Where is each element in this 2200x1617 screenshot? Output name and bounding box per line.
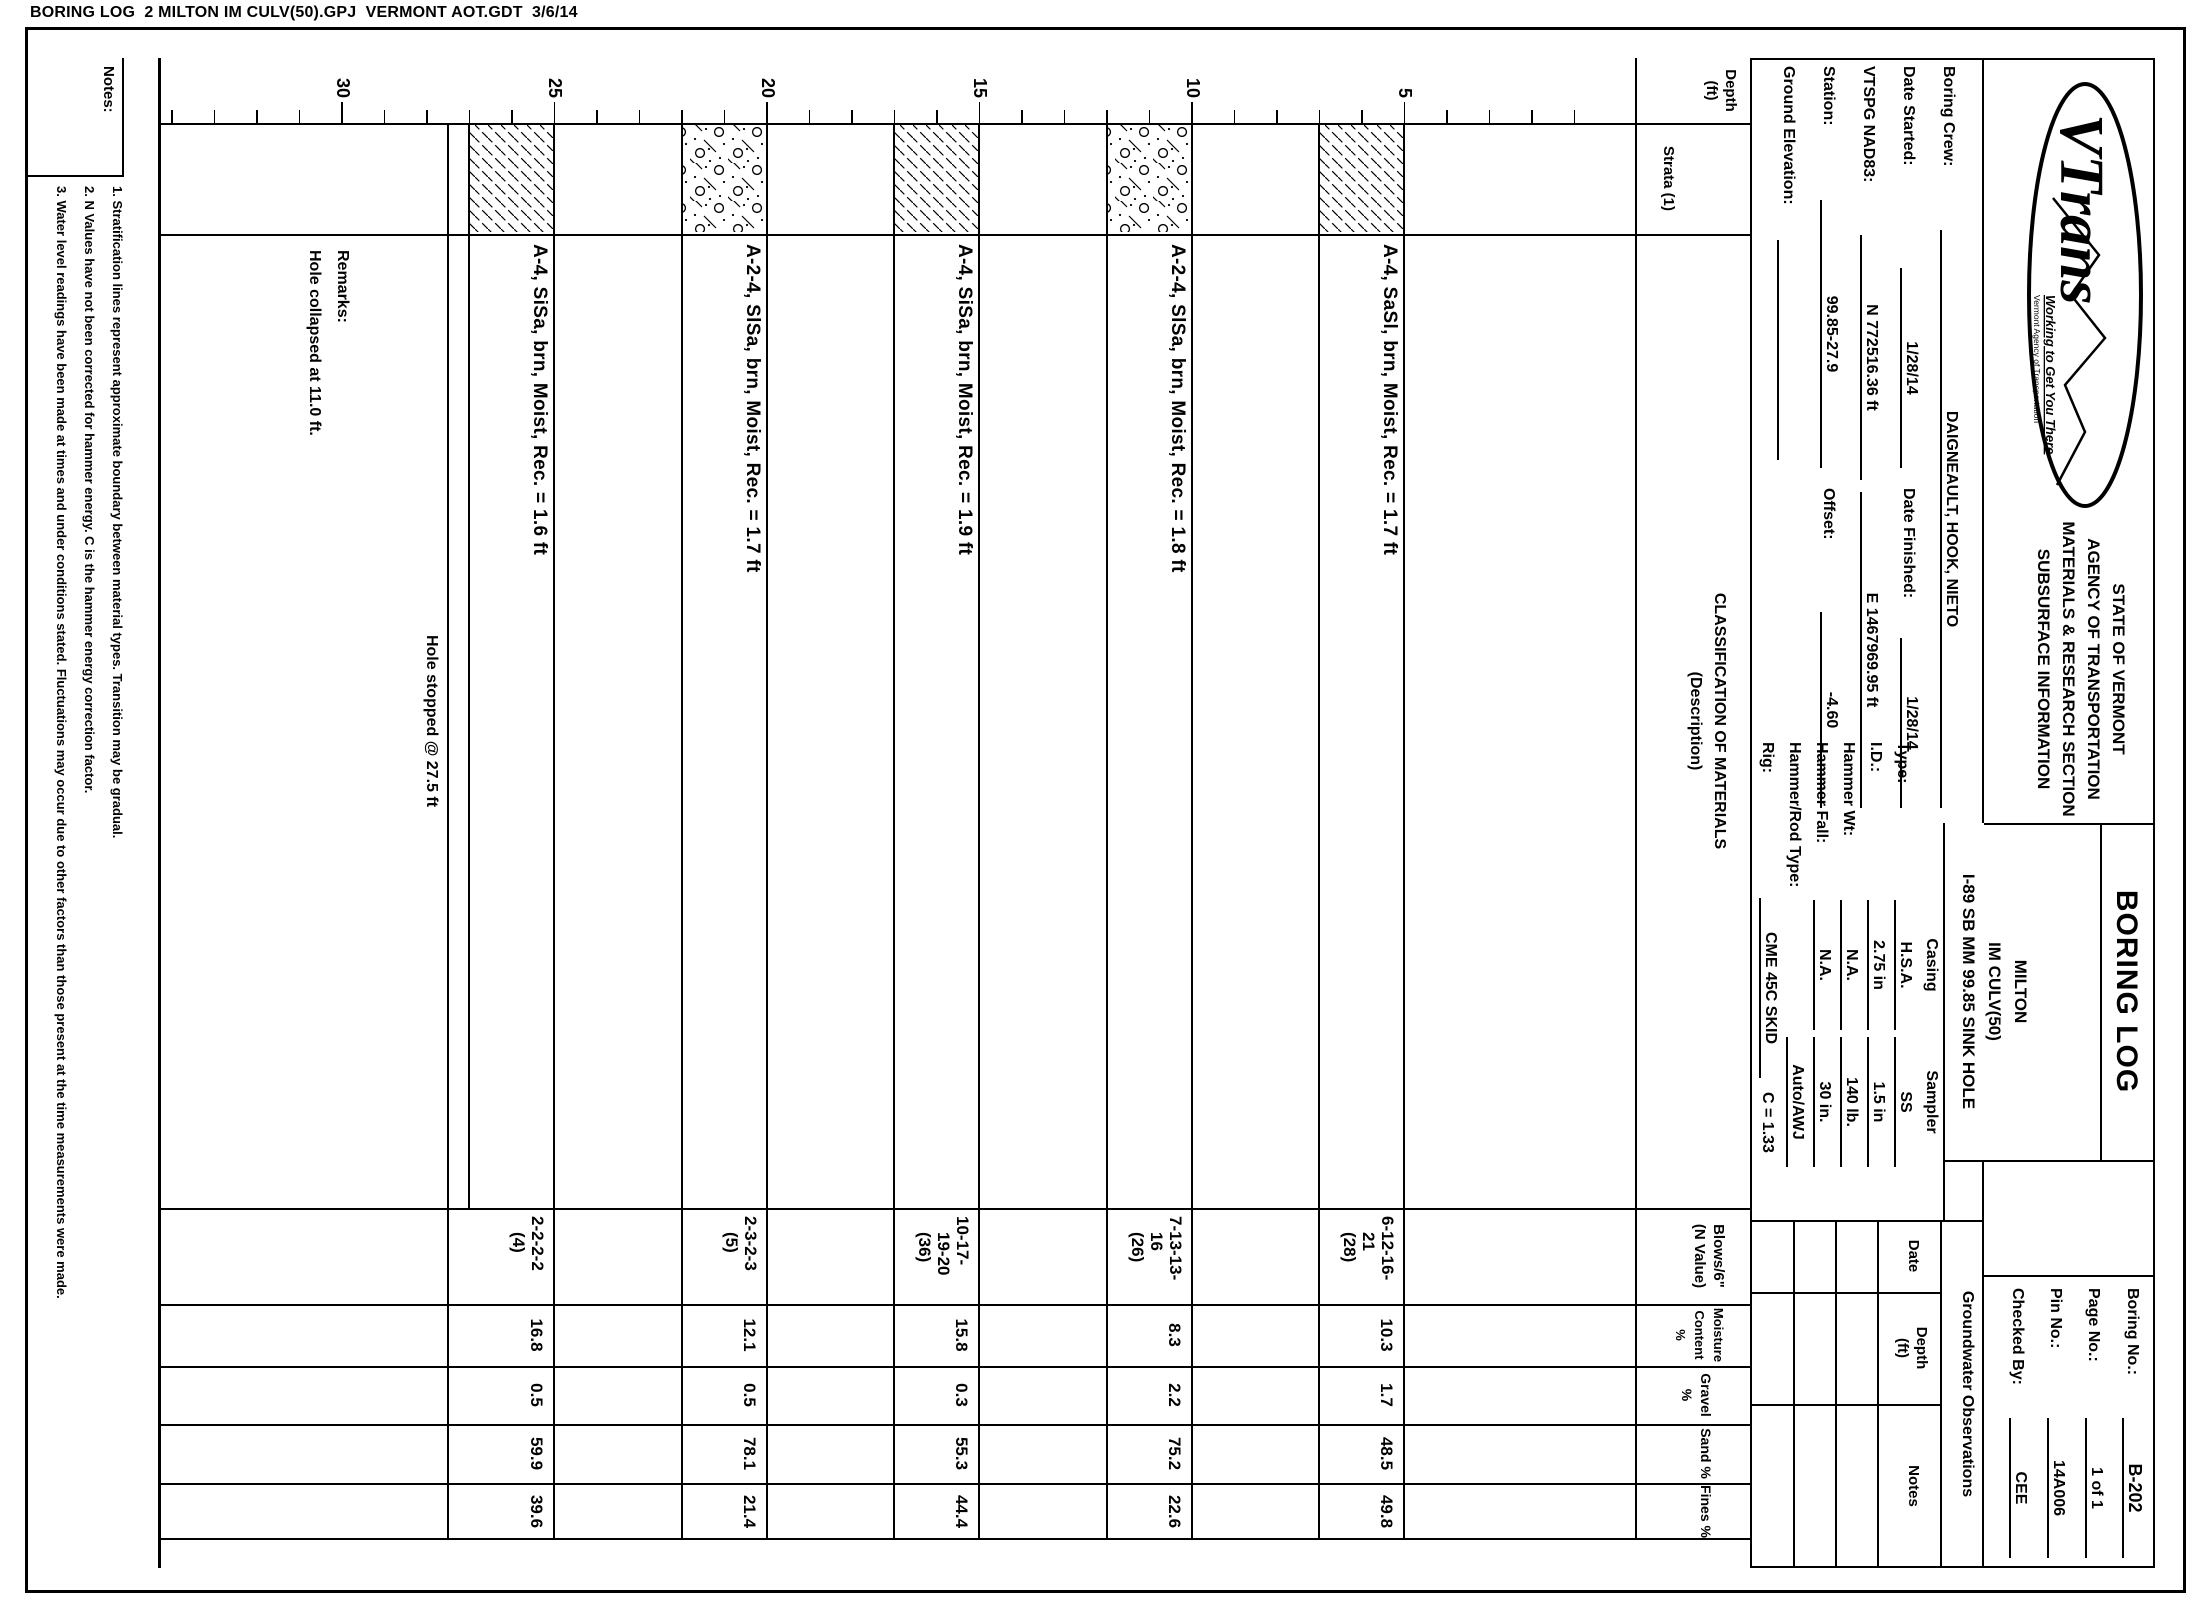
file-banner: BORING LOG 2 MILTON IM CULV(50).GPJ VERMONT AOT.GDT 3/6/14 xyxy=(30,4,578,21)
letterhead-line: STATE OF VERMONT xyxy=(2109,583,2128,755)
depth-label: 10 xyxy=(1183,77,1203,98)
cs-casing-value: 2.75 in xyxy=(1867,900,1887,1030)
depth-label: 5 xyxy=(1395,87,1416,98)
depth-minor-tick xyxy=(299,110,301,123)
col-header-depth: Depth (ft) xyxy=(1703,69,1739,112)
cs-casing-value: N.A. xyxy=(1840,900,1860,1030)
note-item-2: 2. N Values have not been corrected for hammer energy. C is the hammer energy correction factor. xyxy=(82,186,97,794)
remarks-label: Remarks: xyxy=(334,250,351,323)
sample-moisture: 8.3 xyxy=(1165,1323,1184,1347)
page-no-label: Page No.: xyxy=(2085,1288,2102,1362)
depth-major-tick xyxy=(766,102,768,123)
letterhead-line: AGENCY OF TRANSPORTATION xyxy=(2084,538,2103,800)
hole-stopped-text: Hole stopped @ 27.5 ft xyxy=(423,634,440,808)
gw-col-date: Date xyxy=(1905,1239,1922,1273)
col-header-classification: CLASSIFICATION OF MATERIALS (Description) xyxy=(1687,592,1728,850)
col-header-gravel: Gravel % xyxy=(1679,1373,1714,1417)
project-location: I-89 SB MM 99.85 SINK HOLE xyxy=(1959,873,1978,1110)
casing-col-header: Casing xyxy=(1923,938,1940,992)
depth-major-tick xyxy=(341,102,343,123)
strata-hatch xyxy=(683,125,766,232)
station-value: 99.85-27.9 xyxy=(1820,200,1840,468)
depth-minor-tick xyxy=(1319,110,1321,123)
sample-moisture: 10.3 xyxy=(1377,1318,1397,1352)
note-item-3: 3. Water level readings have been made at times and under conditions stated. Fluctuations may occur due to other factors than those present at the time measurements were made. xyxy=(54,186,69,1299)
notes-label: Notes: xyxy=(100,66,117,113)
sample-gravel: 0.5 xyxy=(740,1383,759,1407)
cs-rig-value: CME 45C SKID xyxy=(1759,898,1779,1078)
sample-sand: 75.2 xyxy=(1165,1436,1184,1471)
ground-elev-label: Ground Elevation: xyxy=(1780,66,1797,205)
cs-casing-value: H.S.A. xyxy=(1894,900,1914,1030)
form-title: BORING LOG xyxy=(2110,889,2143,1094)
depth-minor-tick xyxy=(681,110,683,123)
station-label: Station: xyxy=(1820,66,1837,126)
project-number: IM CULV(50) xyxy=(1985,942,2004,1041)
gw-col-notes: Notes xyxy=(1905,1465,1922,1507)
sample-gravel: 0.3 xyxy=(952,1383,972,1407)
cs-sampler-value: 30 in. xyxy=(1813,1037,1833,1167)
sample-sand: 55.3 xyxy=(952,1436,972,1471)
sample-bottom-line xyxy=(1319,123,1321,1540)
sample-fines: 21.4 xyxy=(740,1494,759,1529)
depth-label: 15 xyxy=(970,77,991,98)
cs-row-label: Type: xyxy=(1894,742,1911,784)
sample-top-line xyxy=(766,123,768,1540)
depth-minor-tick xyxy=(426,110,428,123)
sample-sand: 59.9 xyxy=(527,1436,547,1471)
date-started-value: 1/28/14 xyxy=(1900,268,1920,468)
strata-hatch xyxy=(1108,125,1191,232)
logo-wordmark: VTrans xyxy=(2047,114,2115,305)
depth-minor-tick xyxy=(1489,110,1491,123)
sample-fines: 44.4 xyxy=(952,1494,972,1529)
sample-blows: 10-17- 19-20 (36) xyxy=(915,1216,973,1276)
depth-minor-tick xyxy=(1361,110,1363,123)
depth-minor-tick xyxy=(1276,110,1278,123)
sample-top-line xyxy=(979,123,981,1540)
sample-blows: 2-3-2-3 (5) xyxy=(722,1216,760,1271)
cs-row-label: Hammer Fall: xyxy=(1813,742,1830,844)
ground-elev-value xyxy=(1777,240,1797,460)
sample-top-line xyxy=(554,123,556,1540)
date-finished-label: Date Finished: xyxy=(1900,488,1917,599)
col-header-moisture: Moisture Content % xyxy=(1673,1307,1726,1363)
depth-major-tick xyxy=(979,102,981,123)
date-finished-value: 1/28/14 xyxy=(1900,638,1920,808)
boring-log-sheet xyxy=(25,27,2186,1593)
depth-major-tick xyxy=(1404,102,1406,123)
gw-col-depth: Depth (ft) xyxy=(1894,1326,1930,1370)
vtspg-label: VTSPG NAD83: xyxy=(1860,66,1877,183)
sample-bottom-line xyxy=(681,123,683,1540)
logo-subline-svg: Vermont Agency of Transportation xyxy=(2032,295,2042,424)
vtrans-logo xyxy=(2025,80,2145,510)
letterhead-line: SUBSURFACE INFORMATION xyxy=(2034,548,2053,790)
sample-moisture: 12.1 xyxy=(740,1318,759,1352)
depth-minor-tick xyxy=(469,110,471,123)
cs-casing-value: N.A. xyxy=(1813,900,1833,1030)
strata-hatch xyxy=(471,125,554,232)
sample-top-line xyxy=(1191,123,1193,1540)
boring-crew-label: Boring Crew: xyxy=(1940,66,1957,167)
cs-sampler-value: 140 lb. xyxy=(1840,1037,1860,1167)
depth-minor-tick xyxy=(1446,110,1448,123)
boring-no-value: B-202 xyxy=(2122,1418,2145,1558)
remarks-text: Hole collapsed at 11.0 ft. xyxy=(306,250,323,436)
checked-by-label: Checked By: xyxy=(2009,1288,2026,1385)
depth-minor-tick xyxy=(1064,110,1066,123)
offset-label: Offset: xyxy=(1820,488,1837,540)
sample-gravel: 2.2 xyxy=(1165,1383,1184,1407)
groundwater-title: Groundwater Observations xyxy=(1959,1290,1976,1498)
boring-crew-value: DAIGNEAULT, HOOK, NIETO xyxy=(1940,230,1960,808)
cs-sampler-value: 1.5 in xyxy=(1867,1037,1887,1167)
depth-minor-tick xyxy=(936,110,938,123)
offset-value: -4.60 xyxy=(1820,612,1840,808)
col-header-fines: Fines % xyxy=(1698,1485,1714,1538)
depth-minor-tick xyxy=(1106,110,1108,123)
page-no-value: 1 of 1 xyxy=(2085,1418,2105,1558)
boring-no-label: Boring No.: xyxy=(2124,1288,2141,1376)
depth-major-tick xyxy=(1191,102,1193,123)
northing-value: N 772516.36 ft xyxy=(1860,235,1880,480)
depth-minor-tick xyxy=(724,110,726,123)
depth-minor-tick xyxy=(384,110,386,123)
depth-minor-tick xyxy=(1021,110,1023,123)
depth-minor-tick xyxy=(214,110,216,123)
date-started-label: Date Started: xyxy=(1900,66,1917,166)
depth-minor-tick xyxy=(1149,110,1151,123)
depth-minor-tick xyxy=(851,110,853,123)
sample-moisture: 16.8 xyxy=(527,1318,547,1352)
sample-bottom-line xyxy=(894,123,896,1540)
sample-fines: 49.8 xyxy=(1377,1494,1397,1529)
depth-minor-tick xyxy=(1531,110,1533,123)
sample-sand: 78.1 xyxy=(740,1436,759,1471)
cs-row-label: Hammer/Rod Type: xyxy=(1786,742,1803,888)
sample-sand: 48.5 xyxy=(1377,1436,1397,1471)
cs-sampler-value: Auto/AWJ xyxy=(1786,1037,1806,1167)
depth-minor-tick xyxy=(1234,110,1236,123)
hole-bottom-line xyxy=(447,123,450,1540)
checked-by-value: CEE xyxy=(2009,1418,2029,1558)
depth-minor-tick xyxy=(511,110,513,123)
sample-moisture: 15.8 xyxy=(952,1318,972,1352)
letterhead xyxy=(2031,515,2131,823)
strata-hatch xyxy=(1321,125,1404,232)
depth-minor-tick xyxy=(809,110,811,123)
project-town: MILTON xyxy=(2011,959,2030,1024)
sample-bottom-line xyxy=(1106,123,1108,1540)
depth-minor-tick xyxy=(256,110,258,123)
sample-fines: 39.6 xyxy=(527,1494,547,1529)
sample-top-line xyxy=(1404,123,1406,1540)
col-header-blows: Blows/6" (N Value) xyxy=(1691,1223,1727,1289)
depth-minor-tick xyxy=(1574,110,1576,123)
cs-row-label: Hammer Wt: xyxy=(1840,742,1857,837)
easting-value: E 1467969.95 ft xyxy=(1860,492,1880,808)
depth-minor-tick xyxy=(894,110,896,123)
project-block xyxy=(1955,800,2033,1183)
cs-row-label: Rig: xyxy=(1759,742,1776,774)
sample-blows: 2-2-2-2 (4) xyxy=(509,1216,548,1271)
cs-sampler-value: SS xyxy=(1894,1037,1914,1167)
sampler-col-header: Sampler xyxy=(1923,1070,1940,1134)
pin-no-label: Pin No.: xyxy=(2047,1288,2064,1349)
col-header-sand: Sand % xyxy=(1698,1428,1714,1479)
sample-description: A-4, SiSa, brn, Moist, Rec. = 1.9 ft xyxy=(954,244,976,556)
sample-gravel: 0.5 xyxy=(527,1383,547,1407)
logo-tagline-svg: Working to Get You There xyxy=(2043,295,2058,455)
depth-label: 30 xyxy=(333,77,353,98)
strata-hatch xyxy=(896,125,979,232)
sample-description: A-2-4, SlSa, brn, Moist, Rec. = 1.8 ft xyxy=(1167,244,1188,573)
sample-description: A-4, SiSa, brn, Moist, Rec. = 1.6 ft xyxy=(529,244,551,556)
pin-no-value: 14A006 xyxy=(2047,1418,2067,1558)
sample-description: A-4, SaSl, brn, Moist, Rec. = 1.7 ft xyxy=(1379,244,1401,556)
depth-minor-tick xyxy=(171,110,173,123)
sample-blows: 6-12-16- 21 (28) xyxy=(1340,1216,1398,1281)
sample-blows: 7-13-13- 16 (26) xyxy=(1128,1216,1185,1281)
depth-major-tick xyxy=(554,102,556,123)
sample-gravel: 1.7 xyxy=(1377,1383,1397,1407)
cs-row-label: I.D.: xyxy=(1867,742,1884,773)
sample-description: A-2-4, SlSa, brn, Moist, Rec. = 1.7 ft xyxy=(742,244,763,573)
hammer-correction-value: C = 1.33 xyxy=(1759,1092,1776,1153)
sample-fines: 22.6 xyxy=(1165,1494,1184,1529)
depth-minor-tick xyxy=(596,110,598,123)
depth-label: 25 xyxy=(545,77,566,98)
sample-bottom-line xyxy=(469,123,471,1208)
note-item-1: 1. Stratification lines represent approximate boundary between material types. Transition may be gradual. xyxy=(110,186,125,839)
depth-minor-tick xyxy=(639,110,641,123)
letterhead-line: MATERIALS & RESEARCH SECTION xyxy=(2059,521,2078,817)
depth-label: 20 xyxy=(758,77,778,98)
col-header-strata: Strata (1) xyxy=(1660,145,1677,212)
